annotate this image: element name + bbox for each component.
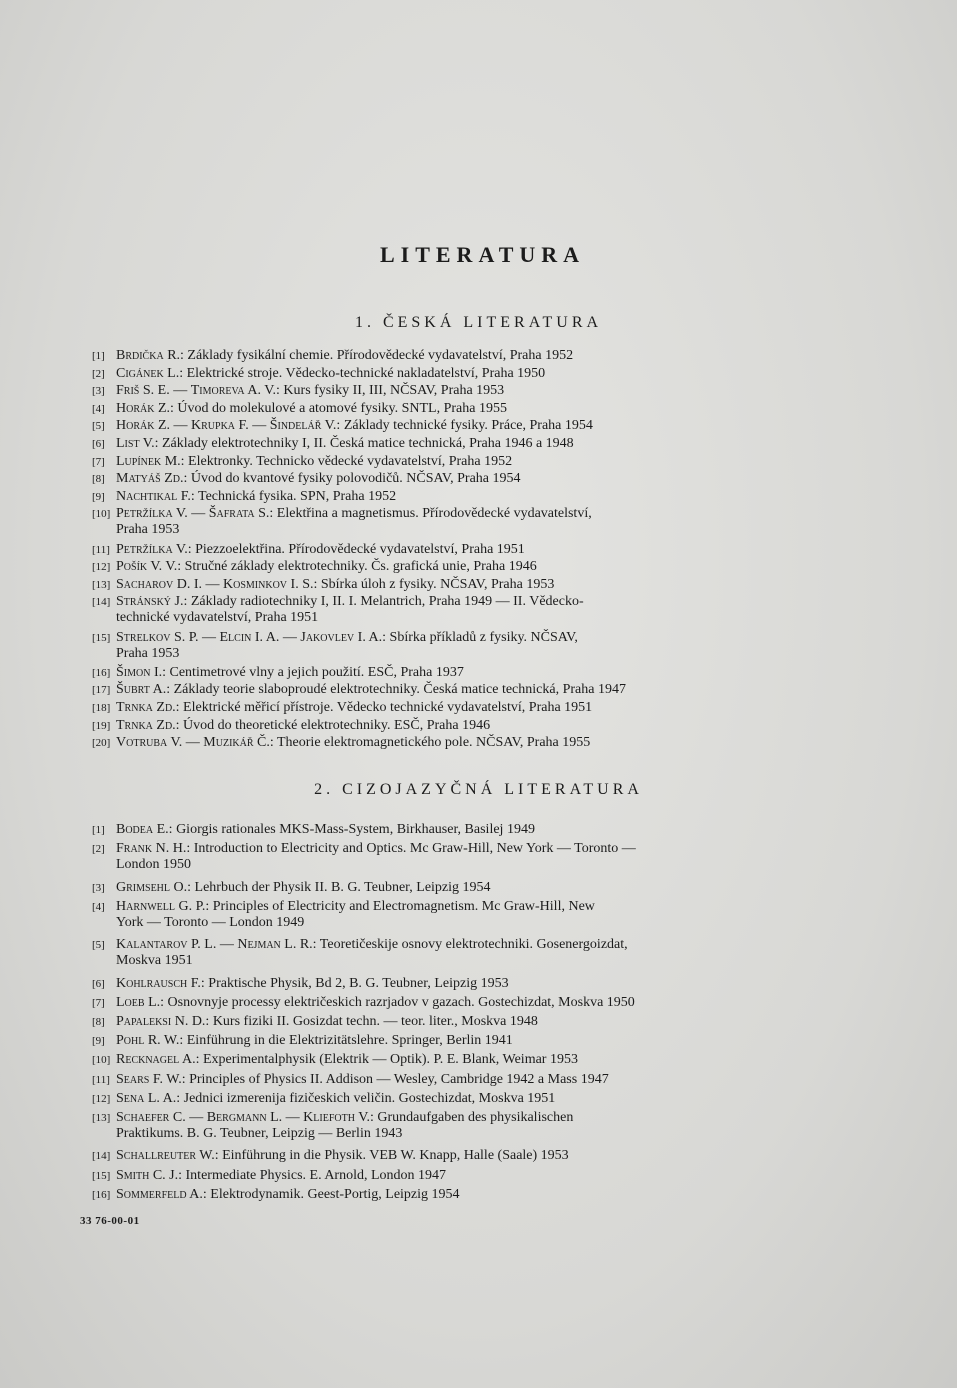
reference-number: [12] — [92, 1092, 111, 1105]
reference-text: V. — — [172, 506, 209, 522]
reference-number: [2] — [92, 367, 105, 380]
reference-author: Muzikář — [203, 735, 254, 751]
reference-author: Brdička — [116, 348, 164, 363]
reference-number: [16] — [92, 666, 111, 679]
reference-author: Zd — [164, 471, 180, 487]
reference-author: Cigánek — [116, 365, 164, 381]
reference-entry — [92, 976, 852, 992]
reference-number: [7] — [92, 455, 105, 468]
reference-number: [15] — [92, 1169, 111, 1182]
reference-author: Votruba — [116, 735, 168, 751]
reference-number: [3] — [92, 881, 105, 894]
reference-author: Šafrata — [208, 506, 255, 522]
reference-continuation: Moskva 1951 — [116, 953, 193, 969]
reference-number: [1] — [92, 350, 105, 362]
reference-text: V.: Základy technické fysiky. Práce, Praha 1954 — [321, 418, 593, 434]
reference-number: [14] — [92, 1150, 111, 1163]
reference-entry — [92, 1052, 852, 1068]
reference-number: [4] — [92, 900, 105, 913]
reference-author: List — [116, 436, 140, 451]
reference-author: Recknagel — [116, 1052, 180, 1068]
reference-entry — [92, 718, 852, 734]
reference-text: C. — — [169, 1110, 207, 1125]
reference-author: Lupínek — [116, 453, 162, 469]
reference-author: Sacharov — [116, 576, 174, 592]
reference-entry — [92, 506, 852, 538]
reference-entry — [92, 559, 852, 575]
reference-author: Bodea — [116, 822, 154, 837]
reference-entry — [92, 542, 852, 558]
reference-entry — [92, 700, 852, 716]
reference-author: Sena — [116, 1090, 145, 1106]
reference-text: F. W.: Principles of Physics II. Addison — Wesley, Cambridge 1942 a Mass 1947 — [149, 1071, 609, 1087]
reference-author: Grimsehl — [116, 879, 171, 895]
reference-text: V.: Základy elektrotechniky I, II. Česká matice technická, Praha 1946 a 1948 — [139, 436, 574, 451]
reference-text: A.: Základy teorie slaboproudé elektrotechniky. Česká matice technická, Praha 1947 — [149, 682, 626, 698]
reference-entry — [92, 630, 852, 662]
reference-text: F.: Praktische Physik, Bd 2, B. G. Teubner, Leipzig 1953 — [187, 975, 509, 991]
reference-text: F. — — [235, 418, 270, 434]
reference-text: Č.: Theorie elektromagnetického pole. NČSAV, Praha 1955 — [253, 735, 591, 751]
reference-text: J.: Základy radiotechniky I, II. I. Melantrich, Praha 1949 — II. Vědecko- — [171, 594, 584, 610]
reference-entry — [92, 841, 852, 873]
reference-number: [15] — [92, 631, 111, 644]
reference-number: [20] — [92, 737, 111, 750]
reference-author: Timoreva — [190, 383, 245, 399]
reference-text: G. P.: Principles of Electricity and Electromagnetism. Mc Graw-Hill, New — [175, 898, 595, 914]
reference-number: [7] — [92, 996, 105, 1009]
reference-entry — [92, 937, 852, 969]
reference-author: Horák — [116, 418, 155, 434]
reference-entry — [92, 1148, 852, 1164]
reference-author: Loeb — [116, 994, 145, 1010]
reference-number: [12] — [92, 561, 111, 574]
reference-author: Schallreuter — [116, 1148, 197, 1164]
reference-entry — [92, 899, 852, 931]
reference-author: Bergmann — [206, 1110, 267, 1125]
reference-author: Sommerfeld — [116, 1186, 187, 1202]
reference-number: [2] — [92, 843, 105, 856]
reference-number: [10] — [92, 508, 111, 521]
reference-author: Kohlrausch — [116, 975, 188, 991]
reference-author: Nachtikal — [116, 488, 178, 504]
reference-entry — [92, 1072, 852, 1088]
reference-text: M.: Elektronky. Technicko vědecké vydavatelství, Praha 1952 — [161, 453, 513, 469]
reference-author: Šubrt — [116, 682, 150, 698]
reference-author: Kosminkov — [223, 576, 288, 592]
reference-text: N. H.: Introduction to Electricity and Optics. Mc Graw-Hill, New York — Toronto — — [152, 841, 636, 857]
reference-number: [19] — [92, 719, 111, 732]
reference-number: [13] — [92, 578, 111, 591]
reference-text: I.: Centimetrové vlny a jejich použití. ESČ, Praha 1937 — [150, 664, 464, 680]
reference-text: L.: Osnovnyje processy električeskich razrjadov v gazach. Gostechizdat, Moskva 1950 — [144, 994, 635, 1010]
reference-entry — [92, 1014, 852, 1030]
reference-entry — [92, 1110, 852, 1142]
reference-author: Sears — [116, 1071, 150, 1087]
reference-author: Nejman — [237, 937, 281, 953]
reference-entry — [92, 436, 852, 452]
reference-text: I. S.: Sbírka úloh z fysiky. NČSAV, Praha 1953 — [287, 576, 555, 592]
reference-text: .: Úvod do kvantové fysiky polovodičů. NČSAV, Praha 1954 — [179, 471, 521, 487]
reference-author: Matyáš — [116, 471, 161, 487]
reference-text: F.: Technická fysika. SPN, Praha 1952 — [177, 488, 397, 504]
reference-author: Pohl — [116, 1033, 145, 1049]
reference-entry — [92, 366, 852, 382]
reference-text: S. P. — — [170, 629, 220, 645]
reference-text: W.: Einführung in die Physik. VEB W. Knapp, Halle (Saale) 1953 — [196, 1148, 569, 1164]
reference-continuation: London 1950 — [116, 857, 192, 873]
reference-text: A.: Elektrodynamik. Geest-Portig, Leipzig 1954 — [186, 1186, 460, 1202]
reference-text: R. W.: Einführung in die Elektrizitätslehre. Springer, Berlin 1941 — [144, 1033, 513, 1049]
reference-author: Šimon — [116, 664, 151, 680]
reference-author: Petržílka — [116, 506, 173, 522]
reference-author: Harnwell — [116, 898, 175, 914]
reference-text: A.: Experimentalphysik (Elektrik — Optik). P. E. Blank, Weimar 1953 — [179, 1052, 578, 1068]
reference-entry — [92, 383, 852, 399]
reference-entry — [92, 594, 852, 626]
reference-author: Trnka — [116, 717, 153, 733]
reference-text: V. — — [167, 735, 204, 751]
reference-author: Schaefer — [116, 1110, 170, 1125]
reference-number: [4] — [92, 402, 105, 415]
reference-entry — [92, 665, 852, 681]
reference-entry — [92, 735, 852, 751]
reference-number: [14] — [92, 596, 111, 609]
reference-text: V.: Piezzoelektřina. Přírodovědecké vydavatelství, Praha 1951 — [172, 541, 525, 557]
print-code: 33 76-00-01 — [80, 1215, 140, 1227]
reference-author: Pošík — [116, 559, 148, 575]
reference-number: [11] — [92, 1073, 110, 1086]
reference-author: Strelkov — [116, 629, 171, 645]
reference-text: L.: Elektrické stroje. Vědecko-technické nakladatelství, Praha 1950 — [163, 365, 546, 381]
reference-entry — [92, 418, 852, 434]
reference-number: [13] — [92, 1112, 111, 1124]
reference-entry — [92, 880, 852, 896]
reference-number: [1] — [92, 824, 105, 836]
reference-text: D. I. — — [173, 576, 224, 592]
reference-text: L. A.: Jednici izmerenija fizičeskich veličin. Gostechizdat, Moskva 1951 — [144, 1090, 556, 1106]
reference-entry — [92, 577, 852, 593]
reference-author: Kalantarov — [116, 937, 188, 953]
reference-text: .: Úvod do theoretické elektrotechniky. ESČ, Praha 1946 — [172, 717, 491, 733]
reference-continuation: Praha 1953 — [116, 522, 180, 538]
reference-text: O.: Lehrbuch der Physik II. B. G. Teubner, Leipzig 1954 — [170, 879, 491, 895]
reference-author: Friš — [116, 383, 140, 399]
reference-entry — [92, 348, 852, 364]
reference-number: [9] — [92, 1035, 105, 1048]
reference-entry — [92, 682, 852, 698]
section-heading-foreign: 2. CIZOJAZYČNÁ LITERATURA — [314, 781, 643, 798]
reference-text: Z. — — [154, 418, 192, 434]
reference-entry — [92, 471, 852, 487]
reference-number: [3] — [92, 385, 105, 398]
reference-continuation: Praktikums. B. G. Teubner, Leipzig — Berlin 1943 — [116, 1126, 403, 1141]
reference-entry — [92, 822, 852, 838]
reference-text: A. V.: Kurs fysiky II, III, NČSAV, Praha 1953 — [244, 383, 505, 399]
reference-author: Smith — [116, 1167, 150, 1183]
reference-text: .: Elektrické měřicí přístroje. Vědecko technické vydavatelství, Praha 1951 — [172, 700, 593, 715]
reference-continuation: York — Toronto — London 1949 — [116, 914, 305, 930]
reference-continuation: Praha 1953 — [116, 645, 180, 661]
reference-number: [10] — [92, 1054, 111, 1067]
reference-entry — [92, 401, 852, 417]
reference-entry — [92, 1033, 852, 1049]
reference-author: Papaleksi — [116, 1014, 172, 1029]
reference-author: Petržílka — [116, 541, 173, 557]
reference-number: [18] — [92, 702, 111, 714]
reference-number: [8] — [92, 473, 105, 486]
reference-number: [5] — [92, 939, 105, 952]
section-heading-czech: 1. ČESKÁ LITERATURA — [354, 314, 603, 331]
reference-author: Trnka — [116, 700, 153, 715]
reference-number: [9] — [92, 490, 105, 503]
reference-number: [11] — [92, 543, 110, 556]
reference-entry — [92, 1091, 852, 1107]
reference-number: [8] — [92, 1016, 105, 1028]
reference-entry — [92, 1187, 852, 1203]
reference-text: L. R.: Teoretičeskije osnovy elektrotechniki. Gosenergoizdat, — [280, 937, 628, 953]
reference-author: Stránský — [116, 594, 172, 610]
reference-text: P. L. — — [187, 937, 238, 953]
reference-entry — [92, 995, 852, 1011]
reference-author: Horák — [116, 400, 155, 416]
reference-text: S.: Elektřina a magnetismus. Přírodovědecké vydavatelství, — [254, 506, 592, 522]
reference-number: [16] — [92, 1188, 111, 1201]
reference-number: [6] — [92, 977, 105, 990]
reference-text: V.: Grundaufgaben des physikalischen — [354, 1110, 574, 1125]
reference-entry — [92, 454, 852, 470]
reference-text: V. V.: Stručné základy elektrotechniky. Čs. grafická unie, Praha 1946 — [147, 559, 537, 575]
reference-number: [17] — [92, 684, 111, 697]
reference-author: Šindelář — [269, 418, 322, 434]
reference-entry — [92, 1168, 852, 1184]
page-title: LITERATURA — [379, 242, 586, 267]
reference-text: N. D.: Kurs fiziki II. Gosizdat techn. — teor. liter., Moskva 1948 — [171, 1014, 538, 1029]
reference-author: Krupka — [191, 418, 236, 434]
reference-text: I. A.: Sbírka příkladů z fysiky. NČSAV, — [354, 629, 578, 645]
reference-entry — [92, 489, 852, 505]
reference-text: E.: Giorgis rationales MKS-Mass-System, Birkhauser, Basilej 1949 — [153, 822, 535, 837]
reference-text: I. A. — — [251, 629, 301, 645]
reference-text: C. J.: Intermediate Physics. E. Arnold, London 1947 — [149, 1167, 447, 1183]
reference-author: Jakovlev — [300, 629, 355, 645]
reference-text: R.: Základy fysikální chemie. Přírodovědecké vydavatelství, Praha 1952 — [163, 348, 574, 363]
reference-author: Zd — [156, 700, 173, 715]
reference-text: S. E. — — [139, 383, 191, 399]
reference-text: Z.: Úvod do molekulové a atomové fysiky. SNTL, Praha 1955 — [154, 400, 507, 416]
reference-author: Kliefoth — [303, 1110, 355, 1125]
reference-author: Elcin — [219, 629, 252, 645]
reference-text: L. — — [266, 1110, 304, 1125]
reference-author: Zd — [156, 717, 173, 733]
reference-number: [6] — [92, 438, 105, 450]
reference-continuation: technické vydavatelství, Praha 1951 — [116, 610, 319, 626]
reference-number: [5] — [92, 420, 105, 433]
reference-author: Frank — [116, 841, 153, 857]
